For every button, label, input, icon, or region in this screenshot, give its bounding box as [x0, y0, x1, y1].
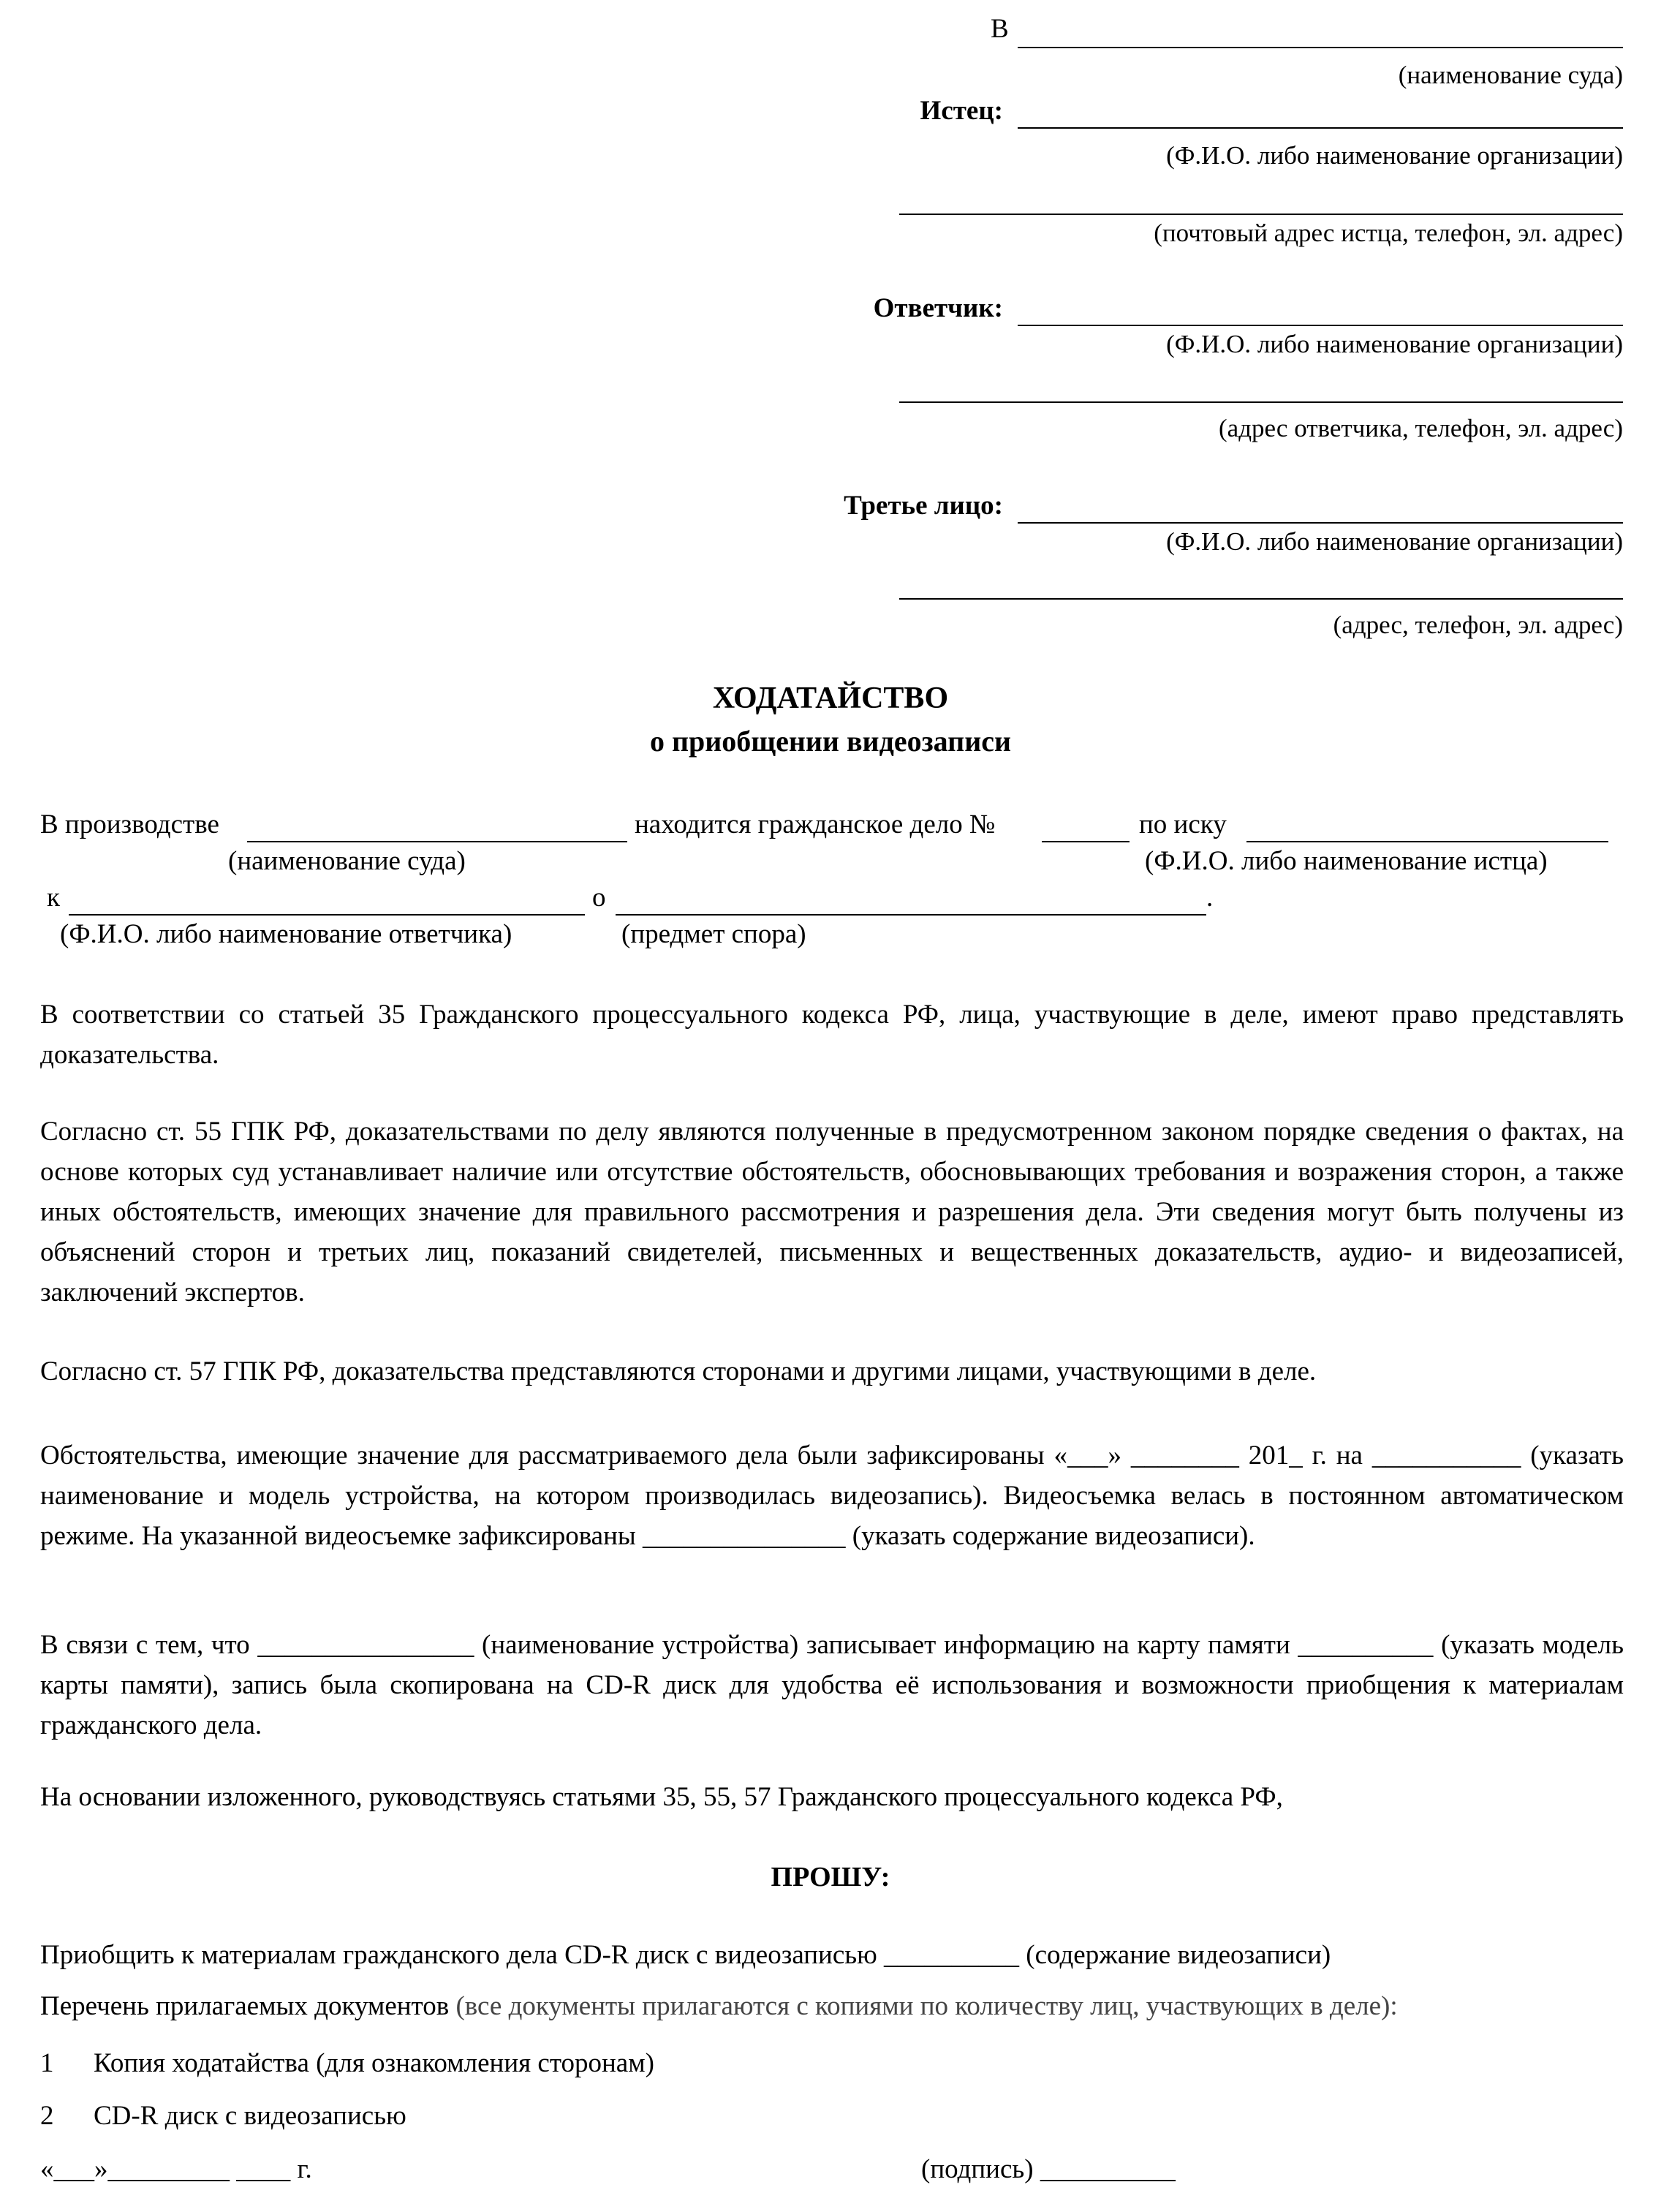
paragraph-device: В связи с тем, что ________________ (наименование устройства) записывает информацию на карту памяти __________ (указать модель карты памяти), запись была скопирована на CD-R диск для удобства её использования и возможности приобщения к материалам гражданского дела. [40, 1630, 1624, 1740]
third-party-address-field[interactable] [899, 598, 1623, 600]
to-text: к [47, 883, 60, 913]
third-party-name-field[interactable] [1018, 522, 1623, 524]
attachments-header [40, 1990, 1398, 2023]
plaintiff-label: Истец: [920, 96, 1003, 126]
document-subtitle: о приобщении видеозаписи [649, 725, 1012, 758]
plaintiff-address-caption: (почтовый адрес истца, телефон, эл. адрес) [1154, 219, 1623, 247]
subject-caption: (предмет спора) [621, 919, 806, 949]
defendant-caption: (Ф.И.О. либо наименование организации) [1166, 330, 1623, 358]
defendant-address-caption: (адрес ответчика, телефон, эл. адрес) [1219, 414, 1623, 442]
plaintiff-field[interactable] [1246, 841, 1608, 842]
defendant-name-field[interactable] [1018, 325, 1623, 326]
case-text: находится гражданское дело № [635, 809, 996, 839]
court-field[interactable] [247, 841, 627, 842]
plaintiff-caption-inline: (Ф.И.О. либо наименование истца) [1145, 846, 1548, 876]
attachment-number: 1 [40, 2048, 54, 2078]
attachment-item [40, 2100, 406, 2132]
request-text: Приобщить к материалам гражданского дела CD-R диск с видеозаписью __________ (содержание видеозаписи) [40, 1940, 1331, 1970]
defendant-address-field[interactable] [899, 401, 1623, 403]
attachment-item [40, 2047, 654, 2080]
in-production-text: В производстве [40, 809, 219, 839]
date-field[interactable]: «___»_________ ____ г. [40, 2154, 312, 2184]
court-caption: (наименование суда) [1398, 61, 1623, 89]
document-title: ХОДАТАЙСТВО [712, 682, 949, 715]
defendant-label: Ответчик: [873, 293, 1003, 323]
period: . [1206, 883, 1214, 913]
request-heading: ПРОШУ: [771, 1862, 890, 1892]
defendant-caption-inline: (Ф.И.О. либо наименование ответчика) [60, 919, 512, 949]
third-party-label: Третье лицо: [844, 491, 1003, 521]
paragraph-circumstances: Обстоятельства, имеющие значение для рассматриваемого дела были зафиксированы «___» ________ 201_ г. на ___________ (указать наименование и модель устройства, на котором производилась видеозапись). Видеосъемка велась в постоянном автоматическом режиме. На указанной видеосъемке зафиксированы _______________ (указать содержание видеозаписи). [40, 1441, 1624, 1551]
dispute-subject-field[interactable] [616, 914, 1206, 916]
signature-field[interactable]: (подпись) __________ [921, 2154, 1176, 2184]
attachment-text: Копия ходатайства (для ознакомления сторонам) [94, 2048, 654, 2078]
third-party-caption: (Ф.И.О. либо наименование организации) [1166, 527, 1623, 556]
defendant-field[interactable] [69, 914, 585, 916]
paragraph-basis: На основании изложенного, руководствуясь статьями 35, 55, 57 Гражданского процессуального кодекса РФ, [40, 1782, 1283, 1812]
paragraph-article-55: Согласно ст. 55 ГПК РФ, доказательствами по делу являются полученные в предусмотренном законом порядке сведения о фактах, на основе которых суд устанавливает наличие или отсутствие обстоятельств, обосновывающих требования и возражения сторон, а также иных обстоятельств, имеющих значение для правильного рассмотрения и разрешения дела. Эти сведения могут быть получены из объяснений сторон и третьих лиц, показаний свидетелей, письменных и вещественных доказательств, аудио- и видеозаписей, заключений экспертов. [40, 1117, 1624, 1307]
third-party-address-caption: (адрес, телефон, эл. адрес) [1333, 611, 1623, 639]
attachments-note: (все документы прилагаются с копиями по количеству лиц, участвующих в деле): [455, 1991, 1398, 2021]
by-claim-text: по иску [1139, 809, 1227, 839]
case-number-field[interactable] [1042, 841, 1130, 842]
paragraph-article-35: В соответствии со статьей 35 Гражданского процессуального кодекса РФ, лица, участвующие в деле, имеют право представлять доказательства. [40, 1000, 1624, 1070]
plaintiff-caption: (Ф.И.О. либо наименование организации) [1166, 141, 1623, 170]
paragraph-article-57: Согласно ст. 57 ГПК РФ, доказательства представляются сторонами и другими лицами, участвующими в деле. [40, 1356, 1317, 1386]
plaintiff-name-field[interactable] [1018, 127, 1623, 129]
attachment-text: CD-R диск с видеозаписью [94, 2101, 406, 2131]
about-text: о [592, 883, 606, 913]
attachments-label: Перечень прилагаемых документов [40, 1991, 450, 2021]
attachment-number: 2 [40, 2101, 54, 2131]
plaintiff-address-field[interactable] [899, 214, 1623, 215]
to-prefix: В [991, 14, 1009, 44]
court-caption-inline: (наименование суда) [228, 846, 466, 876]
court-name-field[interactable] [1018, 47, 1623, 48]
